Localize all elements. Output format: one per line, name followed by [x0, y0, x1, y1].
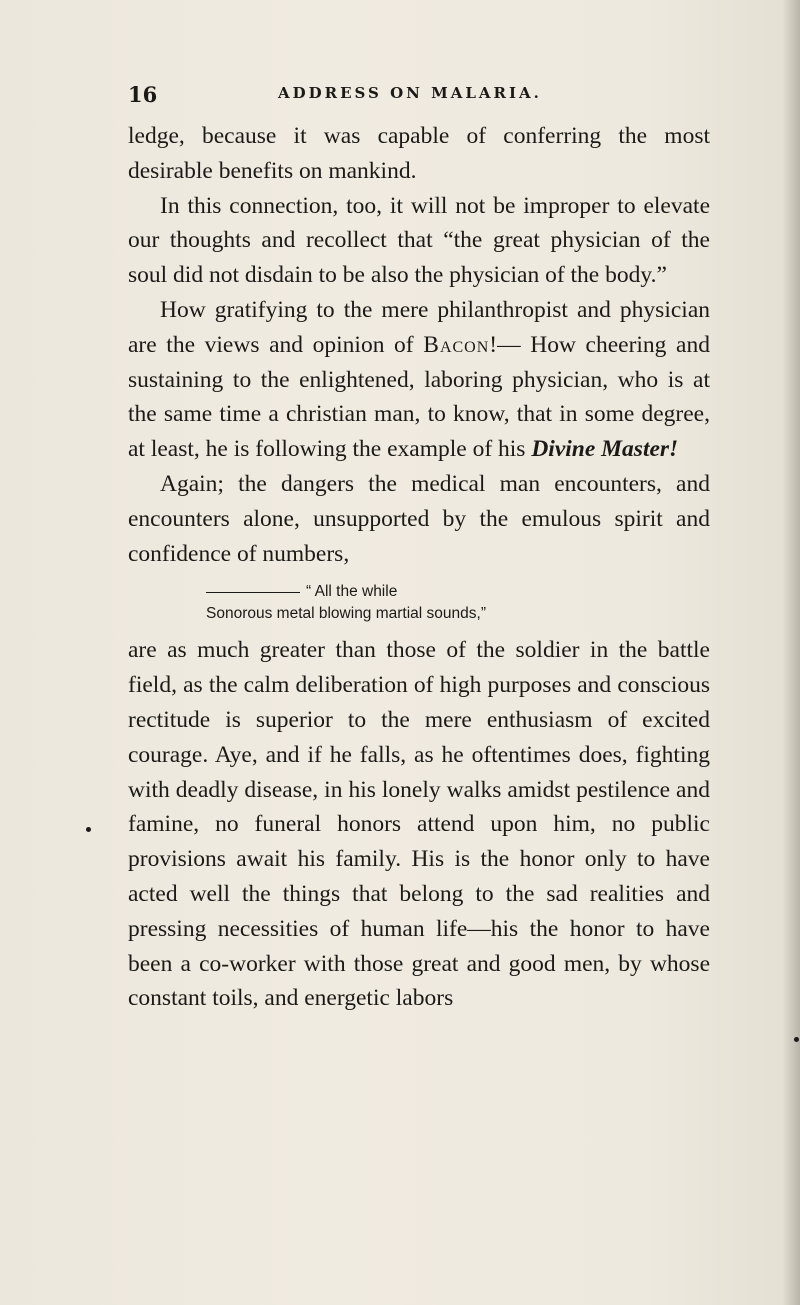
verse-quotation [128, 581, 710, 625]
quote-line: Sonorous metal blowing martial sounds,” [206, 605, 486, 623]
quote-line [128, 581, 710, 603]
paragraph: Again; the dangers the medical man encounters, and encounters alone, unsupported by the emulous spirit and confidence of numbers, [128, 470, 710, 567]
paragraph [128, 293, 710, 467]
margin-mark [86, 827, 91, 832]
paragraph: are as much greater than those of the soldier in the battle field, as the calm deliberation of high purposes and conscious rectitude is superior to the mere enthusiasm of excited courage. Aye, and if he falls, as he oftentimes does, fighting with deadly disease, in his lonely walks amidst pestilence and famine, no funeral honors attend upon him, no public provisions await his family. His is the honor only to have acted well the things that belong to the sad realities and pressing necessities of human life—his the honor to have been a co-worker with those great and good men, by whose constant toils, and energetic labors [128, 637, 710, 1012]
page-edge-shadow [782, 0, 800, 1305]
paragraph: In this connection, too, it will not be improper to elevate our thoughts and recollect that “the great physician of the soul did not disdain to be also the physician of the body.” [128, 192, 710, 289]
page-header [128, 82, 708, 106]
emphasis-text: Divine Master! [531, 436, 679, 463]
running-head: ADDRESS ON MALARIA. [278, 84, 542, 102]
body-text [128, 119, 710, 1016]
margin-mark [794, 1037, 799, 1042]
quote-text: “ All the while [306, 583, 398, 601]
text-run: How gratifying to the mere philanthropist and physician are the views and opinion of [128, 296, 710, 358]
author-name: Bacon [423, 331, 490, 358]
page-number: 16 [128, 82, 158, 107]
text-run: !— How cheering and sustaining to the enlightened, laboring physician, who is at the same time a christian man, to know, that in some degree, at least, he is following the example of his [128, 331, 710, 463]
paragraph: ledge, because it was capable of conferring the most desirable benefits on mankind. [128, 123, 710, 184]
quote-dash [206, 592, 300, 593]
